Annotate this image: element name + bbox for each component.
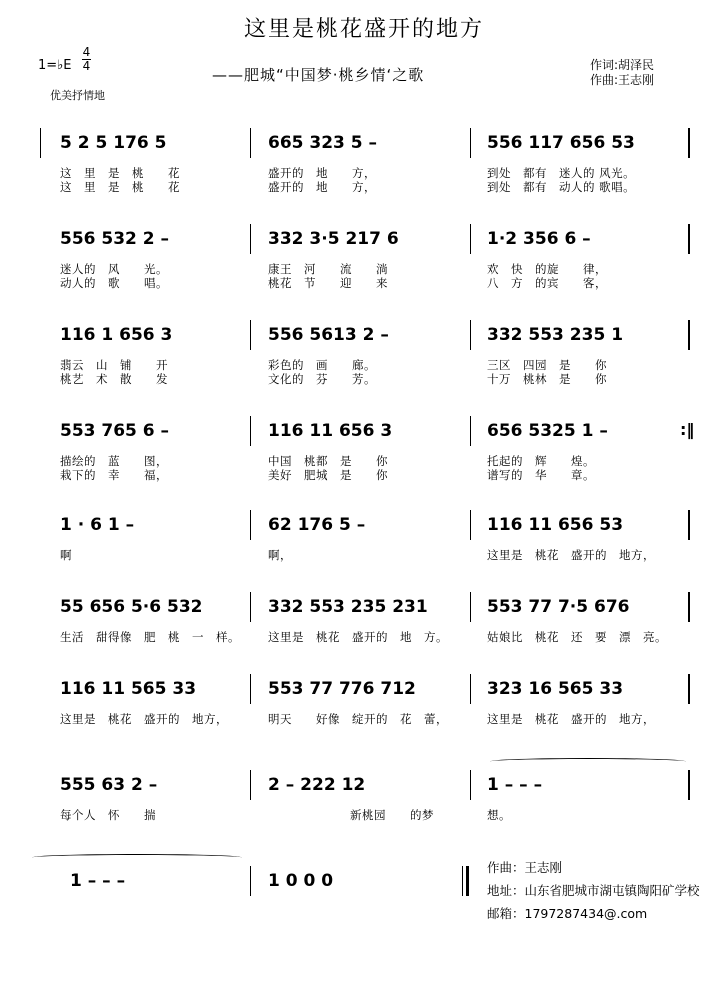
- time-signature: [82, 46, 91, 73]
- lyric-line: 欢 快 的旋 律， 八 方 的宾 客，: [487, 262, 607, 290]
- lyric-line: 三区 四园 是 你 十万 桃林 是 你: [487, 358, 607, 386]
- lyric-line: 这 里 是 桃 花 这 里 是 桃 花: [60, 166, 180, 194]
- measure: 116 1 656 3: [60, 325, 173, 345]
- lyric-line: 迷人的 风 光。 动人的 歌 唱。: [60, 262, 168, 290]
- measure: 1 – – –: [487, 775, 543, 795]
- lyricist: 作词:胡泽民: [590, 58, 655, 72]
- lyric-line: 描绘的 蓝 图， 栽下的 幸 福，: [60, 454, 168, 482]
- lyric-line: 康王 河 流 淌 桃花 节 迎 来: [268, 262, 388, 290]
- measure: 1 0 0 0: [268, 871, 334, 891]
- measure: 1 – – –: [70, 871, 126, 891]
- lyric-line: 啊: [60, 548, 72, 562]
- score-row-3: [0, 322, 728, 402]
- lyric-line: 这里是 桃花 盛开的 地方，: [60, 712, 228, 726]
- measure: 556 117 656 53: [487, 133, 635, 153]
- score-row-7: [0, 676, 728, 756]
- tempo-marking: 优美抒情地: [50, 89, 105, 102]
- lyric-line: 翡云 山 铺 开 桃艺 术 散 发: [60, 358, 168, 386]
- lyric-line: 明天 好像 绽开的 花 蕾，: [268, 712, 448, 726]
- composer: 作曲:王志刚: [590, 73, 655, 87]
- song-subtitle: ——肥城“中国梦·桃乡情‘之歌: [212, 66, 425, 84]
- measure: 656 5325 1 –: [487, 421, 608, 441]
- measure: 556 532 2 –: [60, 229, 170, 249]
- measure: 1 · 6 1 –: [60, 515, 135, 535]
- measure: 2 – 222 12: [268, 775, 366, 795]
- lyric-line: 这里是 桃花 盛开的 地 方。: [268, 630, 448, 644]
- lyric-line: 新桃园 的梦: [350, 808, 434, 822]
- footer-info: [487, 856, 700, 925]
- key-signature: 1=♭E: [38, 58, 72, 73]
- lyric-line: 生活 甜得像 肥 桃 一 样。: [60, 630, 240, 644]
- measure: 553 765 6 –: [60, 421, 170, 441]
- score-row-4: [0, 418, 728, 498]
- score-row-5: [0, 512, 728, 592]
- measure: 332 3·5 217 6: [268, 229, 399, 249]
- lyric-line: 每个人 怀 揣: [60, 808, 156, 822]
- lyric-line: 托起的 辉 煌。 谱写的 华 章。: [487, 454, 595, 482]
- footer-address: 地址：山东省肥城市湖屯镇陶阳矿学校: [487, 883, 700, 898]
- measure: 553 77 7·5 676: [487, 597, 630, 617]
- measure: 332 553 235 231: [268, 597, 428, 617]
- measure: 116 11 565 33: [60, 679, 197, 699]
- measure: 323 16 565 33: [487, 679, 624, 699]
- measure: 55 656 5·6 532: [60, 597, 203, 617]
- lyric-line: 啊，: [268, 548, 292, 562]
- song-title: 这里是桃花盛开的地方: [243, 17, 484, 42]
- tie-arc: [32, 854, 242, 861]
- measure: 116 11 656 3: [268, 421, 393, 441]
- measure: 556 5613 2 –: [268, 325, 389, 345]
- lyric-line: 到处 都有 迷人的 风光。 到处 都有 动人的 歌唱。: [487, 166, 636, 194]
- measure: 116 11 656 53: [487, 515, 624, 535]
- score-row-1: [0, 130, 728, 210]
- measure: 555 63 2 –: [60, 775, 158, 795]
- lyric-line: 这里是 桃花 盛开的 地方，: [487, 548, 655, 562]
- lyric-line: 想。: [487, 808, 511, 822]
- time-bottom: 4: [82, 59, 91, 73]
- score-row-8: [0, 772, 728, 852]
- lyric-line: 盛开的 地 方， 盛开的 地 方，: [268, 166, 376, 194]
- score-row-2: [0, 226, 728, 306]
- footer-composer: 作曲：王志刚: [487, 860, 563, 875]
- footer-email: 邮箱：1797287434@.com: [487, 906, 648, 921]
- time-top: 4: [82, 45, 91, 59]
- lyric-line: 彩色的 画 廊。 文化的 芬 芳。: [268, 358, 376, 386]
- lyric-line: 这里是 桃花 盛开的 地方，: [487, 712, 655, 726]
- measure: 1·2 356 6 –: [487, 229, 591, 249]
- measure: 553 77 776 712: [268, 679, 416, 699]
- measure: 5 2 5 176 5: [60, 133, 167, 153]
- score-row-6: [0, 594, 728, 674]
- repeat-sign: :‖: [680, 420, 695, 439]
- lyric-line: 中国 桃都 是 你 美好 肥城 是 你: [268, 454, 388, 482]
- credits: [590, 58, 654, 88]
- measure: 62 176 5 –: [268, 515, 366, 535]
- measure: 332 553 235 1: [487, 325, 624, 345]
- tie-arc: [490, 758, 686, 765]
- lyric-line: 姑娘比 桃花 还 要 漂 亮。: [487, 630, 667, 644]
- measure: 665 323 5 –: [268, 133, 378, 153]
